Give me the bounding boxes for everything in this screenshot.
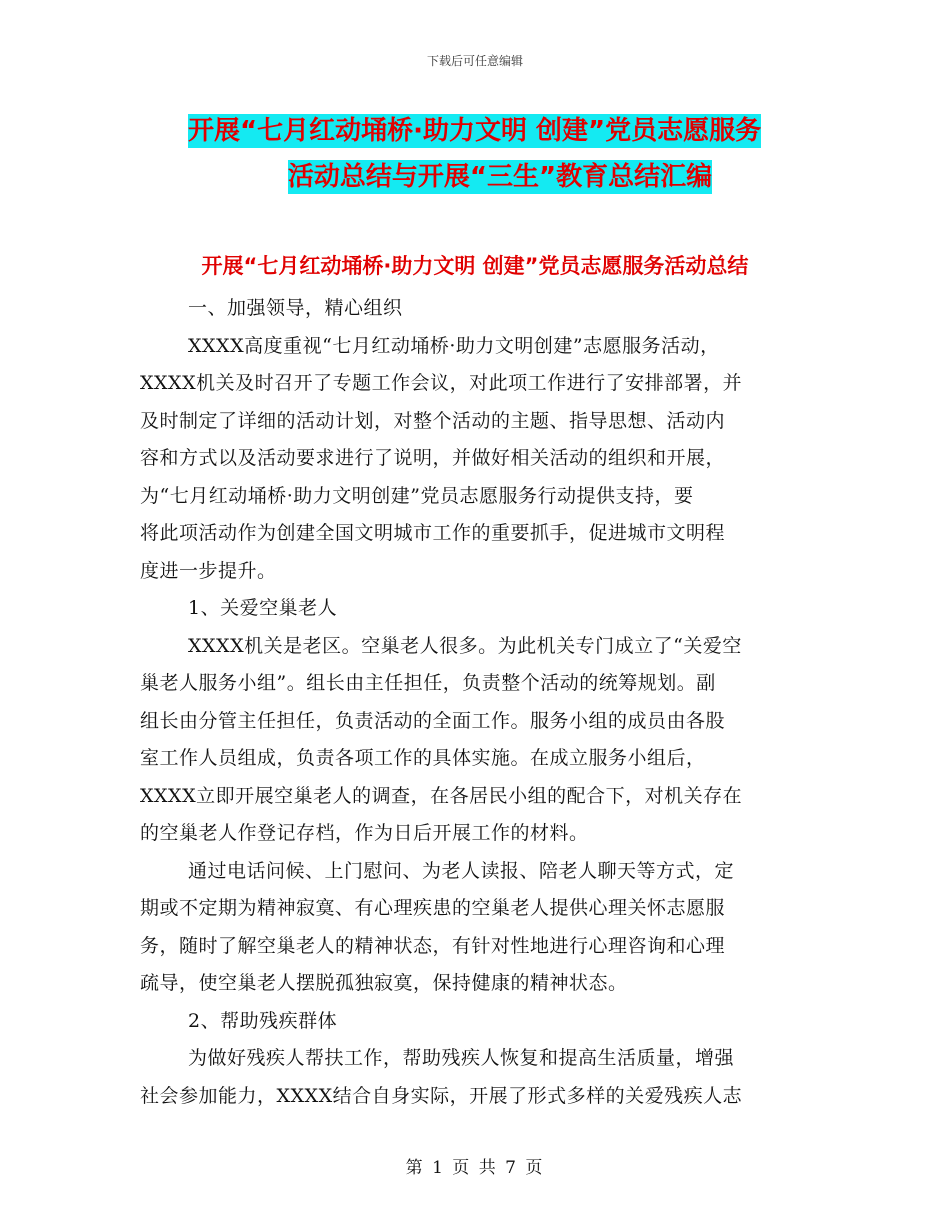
heading-care-elderly: 1、关爱空巢老人 <box>188 597 338 619</box>
heading-help-disabled: 2、帮助残疾群体 <box>188 1009 338 1032</box>
paragraph-line: 为做好残疾人帮扶工作，帮助残疾人恢复和提高生活质量，增强 <box>188 1047 735 1069</box>
paragraph-line: XXXX立即开展空巢老人的调查，在各居民小组的配合下，对机关存在 <box>140 784 743 807</box>
paragraph-line: 及时制定了详细的活动计划，对整个活动的主题、指导思想、活动内 <box>140 409 726 432</box>
paragraph-line: 组长由分管主任担任，负责活动的全面工作。服务小组的成员由各股 <box>140 709 726 732</box>
paragraph-line: 通过电话问候、上门慰问、为老人读报、陪老人聊天等方式，定 <box>188 859 735 882</box>
paragraph-line: 疏导，使空巢老人摆脱孤独寂寞，保持健康的精神状态。 <box>140 972 628 994</box>
paragraph-line: XXXX高度重视“七月红动埇桥·助力文明创建”志愿服务活动， <box>188 334 720 357</box>
main-title-line-2: 活动总结与开展“三生”教育总结汇编 <box>287 162 713 192</box>
body-text <box>140 290 800 1115</box>
paragraph-line: XXXX机关及时召开了专题工作会议，对此项工作进行了安排部署，并 <box>140 372 743 394</box>
paragraph-line: 室工作人员组成，负责各项工作的具体实施。在成立服务小组后， <box>140 747 706 769</box>
paragraph-line: 度进一步提升。 <box>140 559 277 582</box>
paragraph-line: 将此项活动作为创建全国文明城市工作的重要抓手，促进城市文明程 <box>140 522 726 544</box>
paragraph-line: 巢老人服务小组”。组长由主任担任，负责整个活动的统筹规划。副 <box>140 672 716 694</box>
paragraph-line: 为“七月红动埇桥·助力文明创建”党员志愿服务行动提供支持，要 <box>140 484 694 507</box>
paragraph-line: XXXX机关是老区。空巢老人很多。为此机关专门成立了“关爱空 <box>188 634 742 657</box>
paragraph-line: 期或不定期为精神寂寞、有心理疾患的空巢老人提供心理关怀志愿服 <box>140 897 726 919</box>
paragraph-line: 社会参加能力，XXXX结合自身实际，开展了形式多样的关爱残疾人志 <box>140 1084 743 1107</box>
paragraph-line: 的空巢老人作登记存档，作为日后开展工作的材料。 <box>140 822 589 844</box>
paragraph-line: 务，随时了解空巢老人的精神状态，有针对性地进行心理咨询和心理 <box>140 934 726 957</box>
header-note: 下载后可任意编辑 <box>426 54 523 68</box>
main-title-line-1: 开展“七月红动埇桥·助力文明 创建”党员志愿服务 <box>188 116 762 146</box>
section-title: 开展“七月红动埇桥·助力文明 创建”党员志愿服务活动总结 <box>201 254 749 278</box>
page-number: 第 1 页 共 7 页 <box>405 1158 545 1178</box>
paragraph-line: 容和方式以及活动要求进行了说明，并做好相关活动的组织和开展， <box>140 447 726 469</box>
heading-strengthen-leadership: 一、加强领导，精心组织 <box>188 297 403 319</box>
